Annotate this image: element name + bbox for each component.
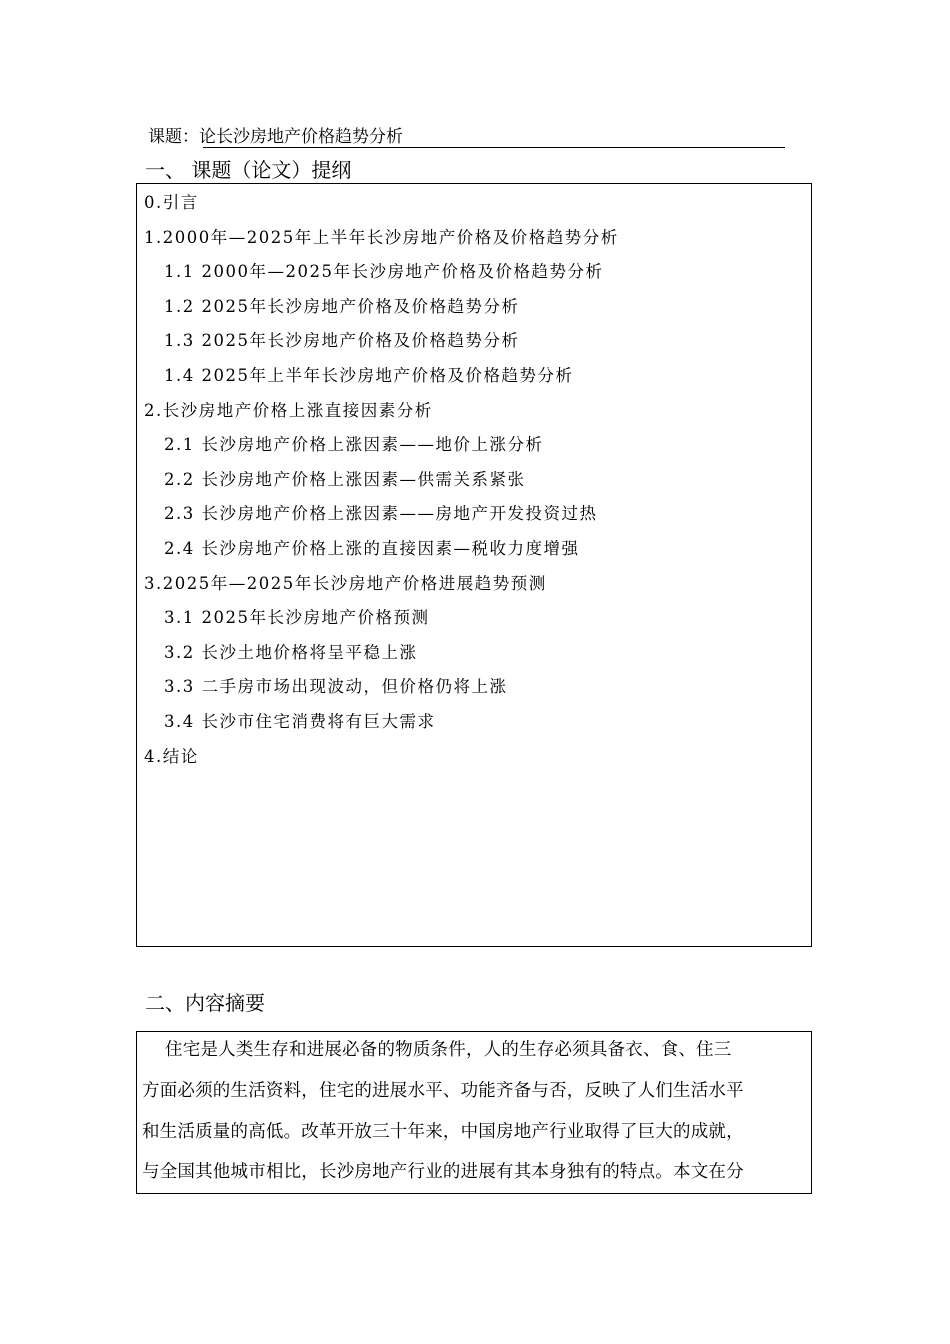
summary-line: 住宅是人类生存和进展必备的物质条件，人的生存必须具备衣、食、住三 (142, 1040, 732, 1060)
outline-item: 2.2 长沙房地产价格上涨因素—供需关系紧张 (164, 469, 526, 489)
outline-item: 2.4 长沙房地产价格上涨的直接因素—税收力度增强 (164, 538, 580, 558)
outline-item: 3.4 长沙市住宅消费将有巨大需求 (164, 711, 436, 731)
outline-box (136, 183, 812, 947)
outline-item: 1.2000年—2025年上半年长沙房地产价格及价格趋势分析 (144, 227, 619, 247)
outline-item: 2.长沙房地产价格上涨直接因素分析 (144, 400, 433, 420)
outline-item: 3.2 长沙土地价格将呈平稳上涨 (164, 642, 418, 662)
topic-underline (203, 147, 785, 148)
summary-line: 方面必须的生活资料，住宅的进展水平、功能齐备与否，反映了人们生活水平 (142, 1081, 744, 1101)
outline-item: 1.4 2025年上半年长沙房地产价格及价格趋势分析 (164, 365, 574, 385)
topic-title: 论长沙房地产价格趋势分析 (199, 127, 403, 147)
summary-heading: 二、内容摘要 (145, 991, 265, 1015)
summary-line: 和生活质量的高低。改革开放三十年来，中国房地产行业取得了巨大的成就， (142, 1122, 744, 1142)
outline-item: 2.1 长沙房地产价格上涨因素——地价上涨分析 (164, 435, 544, 455)
outline-item: 4.结论 (144, 746, 199, 766)
outline-list (144, 188, 619, 776)
outline-item: 2.3 长沙房地产价格上涨因素——房地产开发投资过热 (164, 504, 598, 524)
outline-heading: 一、 课题（论文）提纲 (145, 158, 352, 182)
outline-item: 1.1 2000年—2025年长沙房地产价格及价格趋势分析 (164, 262, 604, 282)
outline-item: 1.3 2025年长沙房地产价格及价格趋势分析 (164, 331, 520, 351)
topic-line (148, 126, 403, 148)
outline-item: 0.引言 (144, 193, 199, 212)
topic-label: 课题： (148, 127, 199, 147)
outline-item: 1.2 2025年长沙房地产价格及价格趋势分析 (164, 296, 520, 316)
summary-line: 与全国其他城市相比，长沙房地产行业的进展有其本身独有的特点。本文在分 (142, 1162, 744, 1182)
outline-item: 3.1 2025年长沙房地产价格预测 (164, 608, 430, 628)
outline-item: 3.2025年—2025年长沙房地产价格进展趋势预测 (144, 573, 547, 593)
summary-box (136, 1031, 812, 1194)
outline-item: 3.3 二手房市场出现波动，但价格仍将上涨 (164, 677, 508, 697)
